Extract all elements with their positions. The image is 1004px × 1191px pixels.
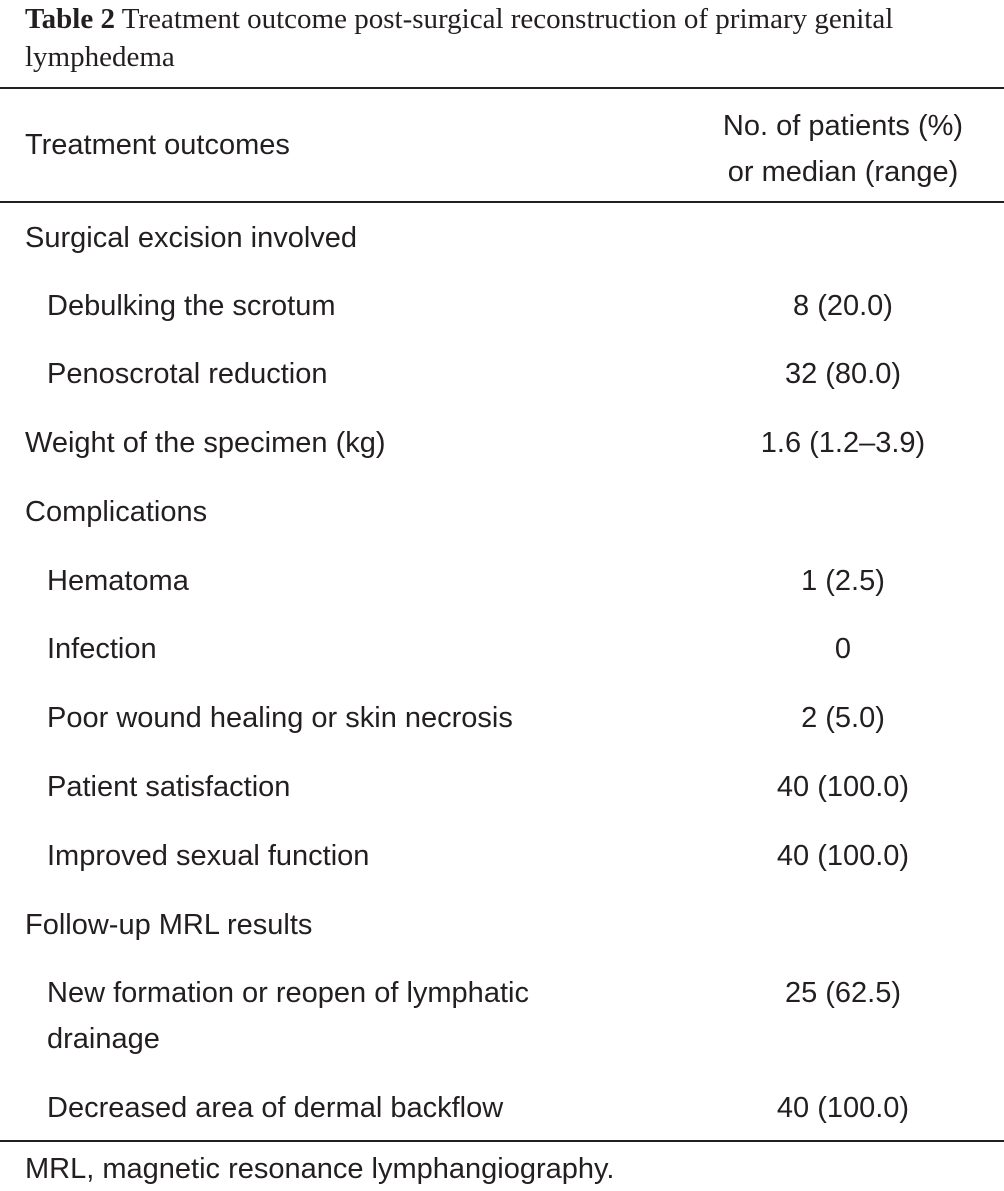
bottom-rule (0, 1140, 1004, 1142)
row-label: Infection (47, 633, 157, 665)
row-label: Weight of the specimen (kg) (25, 427, 386, 459)
column-header-outcomes: Treatment outcomes (25, 129, 290, 161)
table-footnote: MRL, magnetic resonance lymphangiography. (25, 1153, 615, 1185)
row-value: 40 (100.0) (776, 771, 910, 803)
row-label-line1: New formation or reopen of lymphatic (47, 977, 529, 1009)
row-label: Follow-up MRL results (25, 909, 313, 941)
row-value: 40 (100.0) (776, 840, 910, 872)
row-label (47, 970, 647, 1062)
row-label: Penoscrotal reduction (47, 358, 328, 390)
table-number: Table 2 (25, 3, 115, 35)
row-label: Debulking the scrotum (47, 290, 336, 322)
row-label: Decreased area of dermal backflow (47, 1092, 504, 1124)
row-value: 2 (5.0) (801, 702, 885, 734)
row-label: Surgical excision involved (25, 222, 358, 254)
row-label: Poor wound healing or skin necrosis (47, 702, 513, 734)
table-title: Treatment outcome post-surgical reconstruction of primary genital lymphedema (25, 3, 894, 73)
row-label: Complications (25, 496, 208, 528)
row-label: Hematoma (47, 565, 189, 597)
row-value: 0 (834, 633, 852, 665)
column-header-patients (690, 103, 996, 195)
row-label: Improved sexual function (47, 840, 370, 872)
header-rule (0, 201, 1004, 203)
row-value: 1.6 (1.2–3.9) (760, 427, 926, 459)
column-header-patients-line1: No. of patients (%) (722, 110, 964, 142)
row-value: 25 (62.5) (784, 977, 902, 1009)
row-value: 40 (100.0) (776, 1092, 910, 1124)
row-value: 8 (20.0) (793, 290, 893, 322)
column-header-patients-line2: or median (range) (727, 156, 959, 188)
row-label-line2: drainage (47, 1023, 160, 1055)
row-value: 32 (80.0) (784, 358, 902, 390)
table-caption (25, 0, 1000, 76)
top-rule (0, 87, 1004, 89)
row-label: Patient satisfaction (47, 771, 291, 803)
row-value: 1 (2.5) (801, 565, 885, 597)
